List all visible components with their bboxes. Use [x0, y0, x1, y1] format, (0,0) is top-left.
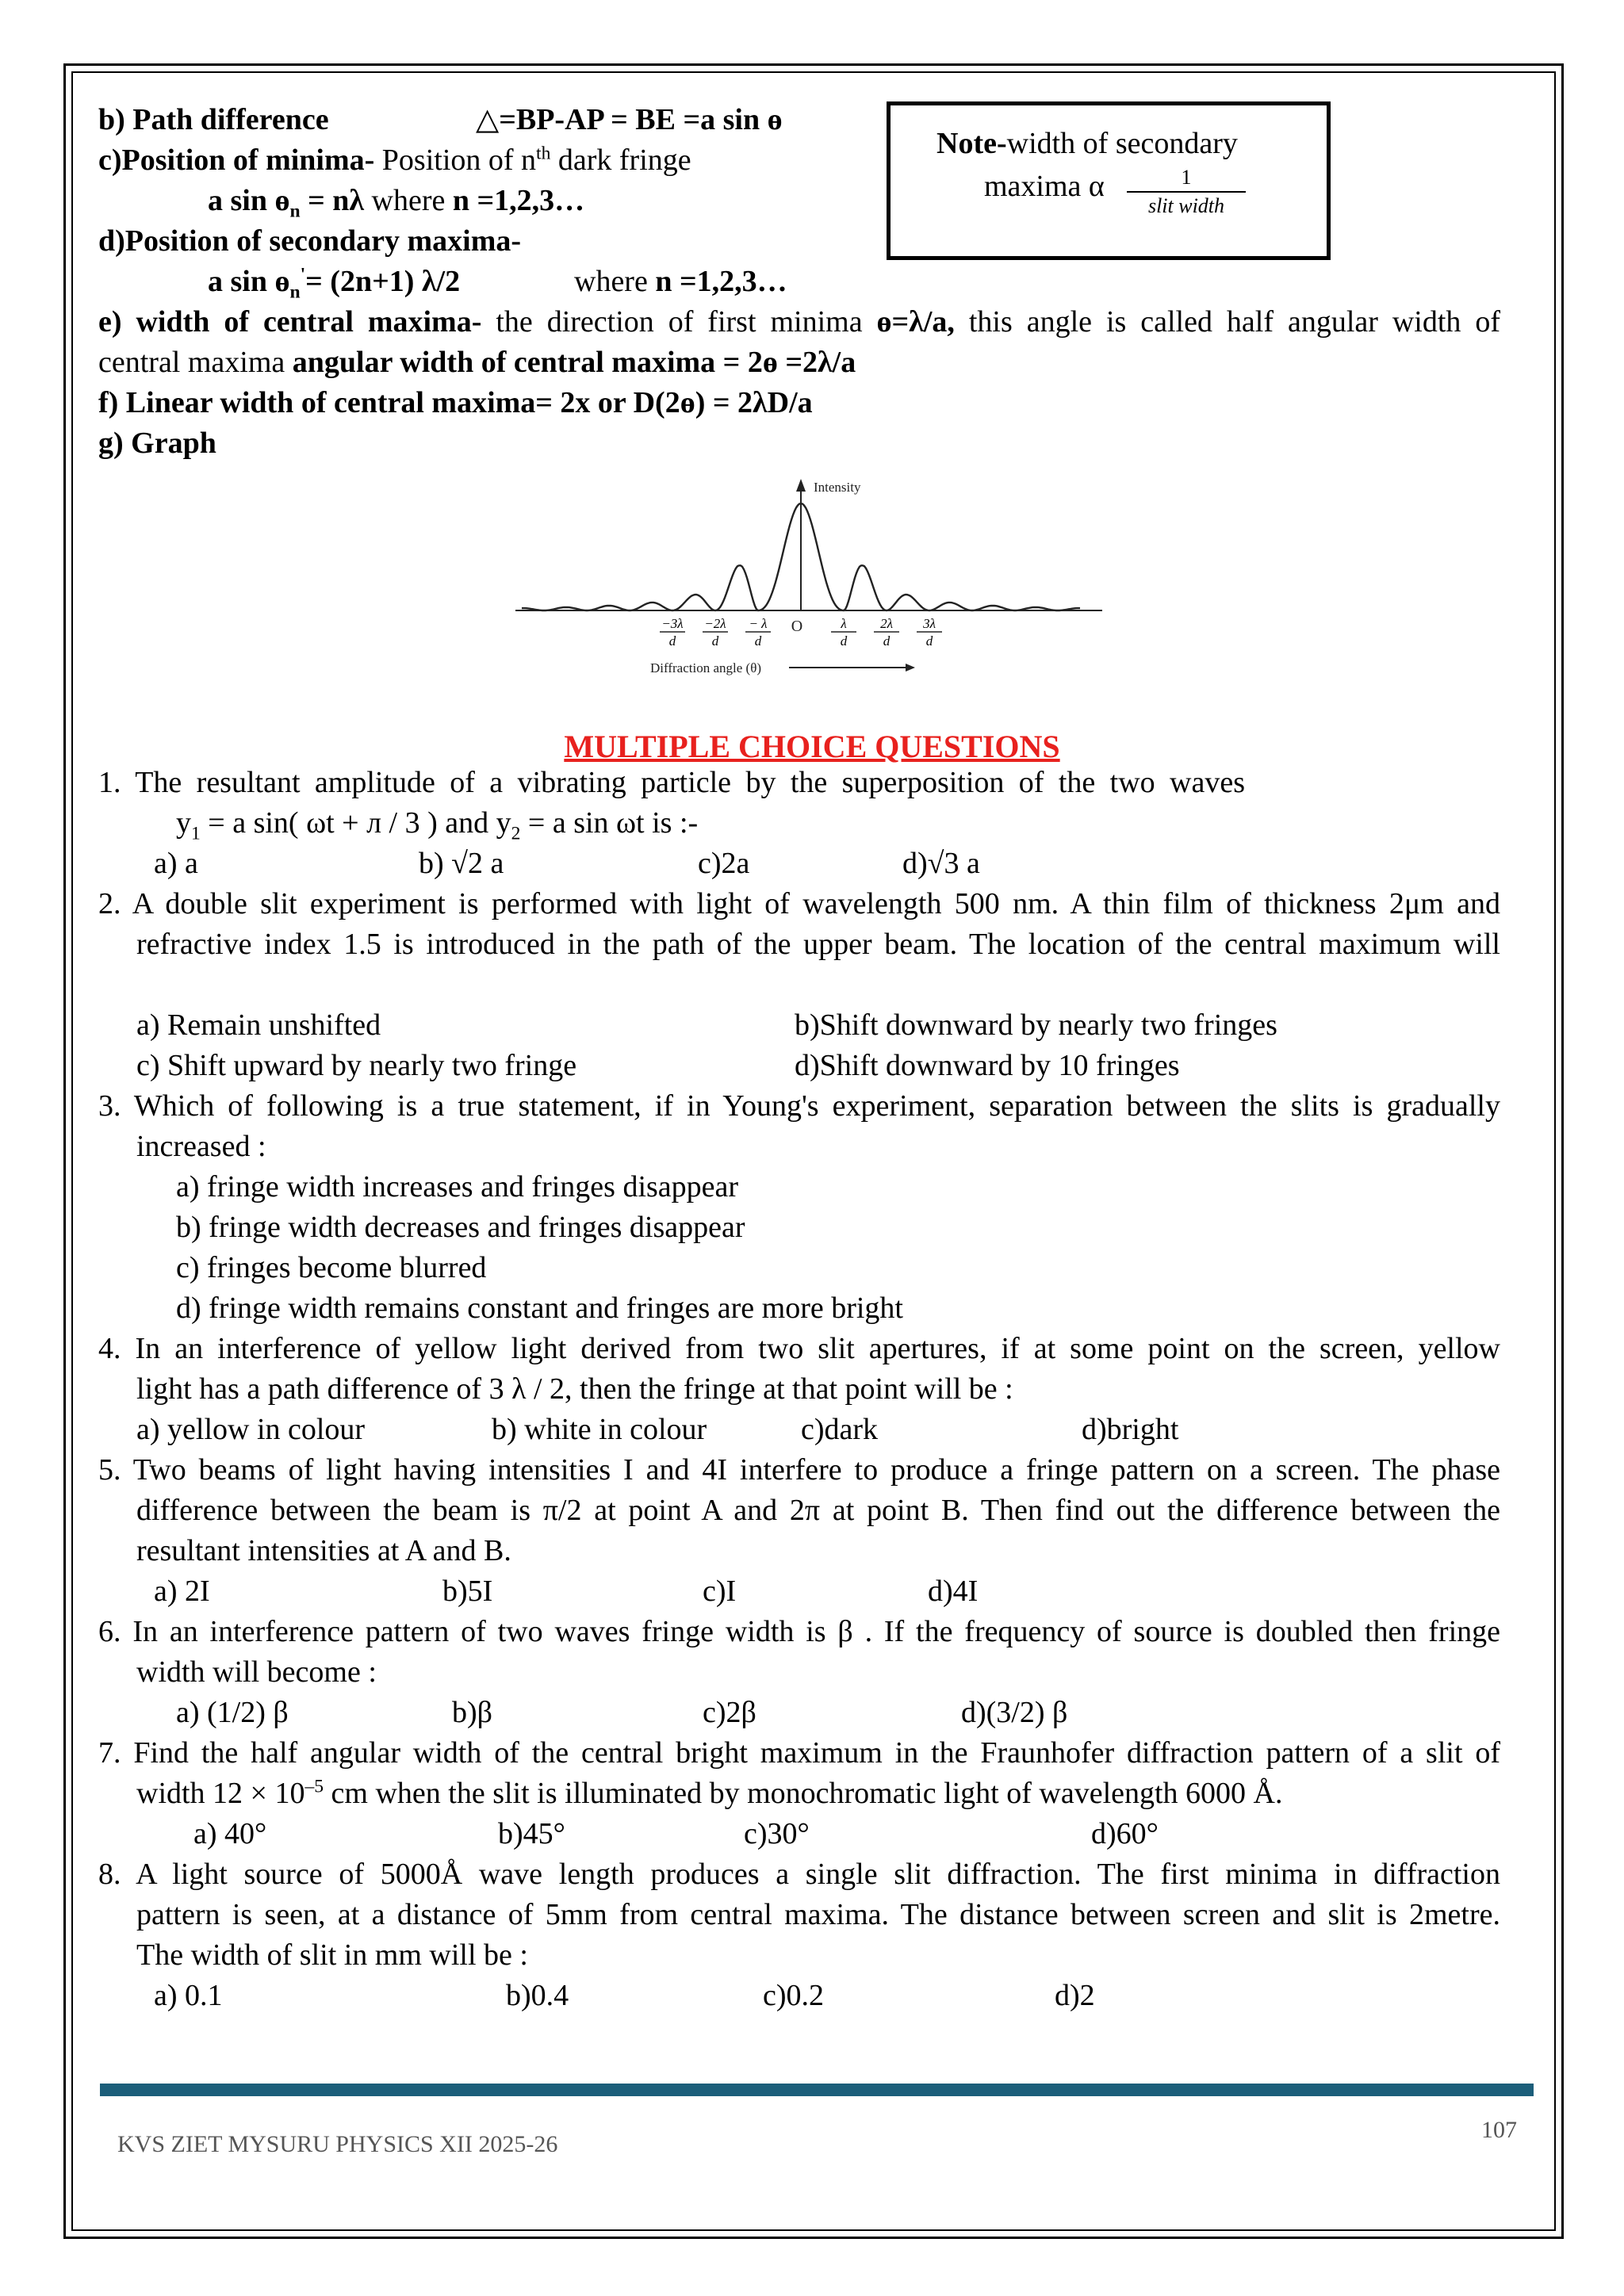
q1-line2: [176, 805, 699, 844]
q6-option-a[interactable]: a) (1/2) β: [176, 1696, 289, 1729]
path-difference-formula: △=BP-AP = BE =a sin ɵ: [476, 103, 783, 136]
note-line2: maxima α: [984, 170, 1105, 203]
central-width-text: the direction of first minima: [481, 305, 877, 339]
note-line1: [936, 126, 1238, 161]
q8-option-a[interactable]: a) 0.1: [154, 1979, 223, 2012]
minima-formula-post: = nλ: [300, 184, 365, 217]
q6-option-c[interactable]: c)2β: [703, 1696, 756, 1729]
graph-tick-denominator: d: [883, 633, 891, 649]
q2-option-c[interactable]: c) Shift upward by nearly two fringe: [136, 1049, 577, 1082]
q3-line1: 3. Which of following is a true statement, if in Young's experiment, separation between the slits is gradually: [98, 1089, 1500, 1123]
secondary-formula-sub: n: [289, 281, 301, 303]
q5-option-d[interactable]: d)4I: [928, 1575, 979, 1608]
q3-line2: increased :: [136, 1130, 266, 1163]
graph-label: g) Graph: [98, 427, 216, 460]
q3-option-c[interactable]: c) fringes become blurred: [176, 1251, 487, 1284]
q8-line3: The width of slit in mm will be :: [136, 1938, 528, 1972]
q1-option-c[interactable]: c)2a: [698, 847, 750, 880]
graph-tick-numerator: 3λ: [923, 616, 936, 631]
minima-formula-line: [208, 182, 585, 222]
q7-line2-a: width 12 × 10: [136, 1777, 305, 1810]
q7-option-c[interactable]: c)30°: [744, 1817, 810, 1850]
q8-option-d[interactable]: d)2: [1055, 1979, 1095, 2012]
secondary-formula-sup: ': [300, 264, 306, 285]
q1-option-d[interactable]: d)√3 a: [902, 847, 980, 880]
q4-option-a[interactable]: a) yellow in colour: [136, 1413, 366, 1446]
minima-where: where: [364, 184, 453, 217]
note-bold: Note-: [936, 127, 1007, 160]
minima-text-post: dark fringe: [550, 144, 691, 177]
minima-position-line: [98, 142, 691, 178]
page-number: 107: [1481, 2117, 1517, 2143]
q3-option-a[interactable]: a) fringe width increases and fringes disappear: [176, 1170, 739, 1203]
q2-line1: 2. A double slit experiment is performed with light of wavelength 500 nm. A thin film of thickness 2μm and: [98, 887, 1500, 920]
graph-y-arrow: [796, 479, 806, 492]
graph-tick-denominator: d: [711, 633, 719, 649]
q2-line2: refractive index 1.5 is introduced in the path of the upper beam. The location of the central maximum will: [136, 928, 1500, 961]
q2-option-d[interactable]: d)Shift downward by 10 fringes: [795, 1049, 1180, 1082]
graph-tick-denominator: d: [668, 633, 676, 649]
graph-x-label: Diffraction angle (θ): [650, 660, 761, 675]
minima-text-sup: th: [536, 143, 551, 164]
secondary-maxima-label: d)Position of secondary maxima-: [98, 224, 522, 258]
secondary-where-values: n =1,2,3…: [655, 265, 787, 298]
graph-tick-numerator: −3λ: [661, 616, 684, 631]
linear-width-line: f) Linear width of central maxima= 2x or D(2ɵ) = 2λD/a: [98, 386, 813, 419]
minima-formula-sub: n: [289, 201, 301, 222]
q6-line1: 6. In an interference pattern of two waves fringe width is β . If the frequency of source is doubled then fringe: [98, 1615, 1500, 1648]
graph-tick-denominator: d: [925, 633, 933, 649]
path-difference-label: b) Path difference: [98, 103, 329, 136]
note-fraction-bar: [1127, 191, 1246, 193]
secondary-where-line: [574, 263, 787, 300]
footer-text: KVS ZIET MYSURU PHYSICS XII 2025-26: [117, 2131, 558, 2157]
q5-line2: difference between the beam is π/2 at point A and 2π at point B. Then find out the difference between the: [136, 1494, 1500, 1527]
footer-bar: [100, 2084, 1534, 2096]
graph-y-label: Intensity: [814, 480, 861, 495]
minima-text: Position of n: [374, 144, 537, 177]
q2-option-b[interactable]: b)Shift downward by nearly two fringes: [795, 1008, 1277, 1042]
secondary-maxima-formula-line: [208, 263, 461, 303]
secondary-formula: a sin ɵ: [208, 265, 290, 298]
graph-x-arrow: [906, 664, 915, 672]
minima-formula: a sin ɵ: [208, 184, 290, 217]
graph-origin-label: O: [791, 618, 803, 635]
central-width-label: e) width of central maxima-: [98, 305, 482, 339]
graph-tick-numerator: λ: [841, 616, 847, 631]
q6-option-b[interactable]: b)β: [452, 1696, 492, 1729]
path-difference-line: [98, 101, 329, 138]
q7-line2-sup: –5: [304, 1776, 324, 1797]
q5-line1: 5. Two beams of light having intensities I and 4I interfere to produce a fringe pattern on a screen. The phase: [98, 1453, 1500, 1487]
q8-option-b[interactable]: b)0.4: [506, 1979, 569, 2012]
q8-line2: pattern is seen, at a distance of 5mm from central maxima. The distance between screen and slit is 2metre.: [136, 1898, 1500, 1931]
q6-option-d[interactable]: d)(3/2) β: [961, 1696, 1068, 1729]
graph-tick-denominator: d: [840, 633, 848, 649]
secondary-formula-post: = (2n+1) λ/2: [305, 265, 461, 298]
q7-line2-b: cm when the slit is illuminated by monochromatic light of wavelength 6000 Å.: [324, 1777, 1283, 1810]
central-width-text2: this angle is called half angular width of: [954, 305, 1501, 339]
angular-width-formula: angular width of central maxima = 2ɵ =2λ/a: [292, 346, 856, 379]
note-fraction: [1127, 166, 1246, 218]
secondary-where: where: [574, 265, 656, 298]
q3-option-b[interactable]: b) fringe width decreases and fringes disappear: [176, 1211, 745, 1244]
q6-line2: width will become :: [136, 1655, 377, 1689]
q5-option-a[interactable]: a) 2I: [154, 1575, 210, 1608]
minima-label: c)Position of minima-: [98, 144, 375, 177]
q4-option-b[interactable]: b) white in colour: [492, 1413, 707, 1446]
note-fraction-denominator: slit width: [1147, 194, 1225, 217]
q4-line1: 4. In an interference of yellow light derived from two slit apertures, if at some point on the screen, yellow: [98, 1332, 1500, 1365]
graph-tick-numerator: 2λ: [880, 616, 893, 631]
q4-option-d[interactable]: d)bright: [1082, 1413, 1179, 1446]
graph-tick-numerator: − λ: [749, 616, 768, 631]
q5-line3: resultant intensities at A and B.: [136, 1534, 511, 1567]
central-width-line2-text: central maxima: [98, 346, 293, 379]
central-width-angle: ɵ=λ/a,: [876, 305, 955, 339]
q1-y1-sub: 1: [191, 823, 201, 844]
q1-tail: = a sin ωt is :-: [520, 806, 699, 840]
graph-tick-numerator: −2λ: [704, 616, 726, 631]
q2-option-a[interactable]: a) Remain unshifted: [136, 1008, 381, 1042]
q7-option-a[interactable]: a) 40°: [193, 1817, 267, 1850]
q4-line2: light has a path difference of 3 λ / 2, then the fringe at that point will be :: [136, 1372, 1013, 1406]
note-box: [887, 101, 1331, 260]
q8-option-c[interactable]: c)0.2: [763, 1979, 825, 2012]
q4-option-c[interactable]: c)dark: [801, 1413, 879, 1446]
q3-option-d[interactable]: d) fringe width remains constant and fringes are more bright: [176, 1292, 903, 1325]
q7-line1: 7. Find the half angular width of the central bright maximum in the Fraunhofer diffraction pattern of a slit of: [98, 1736, 1500, 1770]
graph-tick-denominator: d: [754, 633, 762, 649]
q1-option-a[interactable]: a) a: [154, 847, 198, 880]
q5-option-c[interactable]: c)I: [703, 1575, 737, 1608]
note-fraction-numerator: 1: [1181, 166, 1192, 189]
diffraction-intensity-graph: [508, 468, 1110, 690]
minima-where-values: n =1,2,3…: [452, 184, 585, 217]
q1-y2-sub: 2: [511, 823, 521, 844]
central-width-line2: [98, 344, 856, 381]
note-text: width of secondary: [1006, 127, 1238, 160]
q1-option-b[interactable]: b) √2 a: [419, 847, 504, 880]
mcq-title: MULTIPLE CHOICE QUESTIONS: [564, 729, 1060, 764]
q5-option-b[interactable]: b)5I: [442, 1575, 493, 1608]
q1-y2: = a sin( ωt + л / 3 ) and y: [200, 806, 511, 840]
q7-option-d[interactable]: d)60°: [1091, 1817, 1159, 1850]
q7-option-b[interactable]: b)45°: [498, 1817, 565, 1850]
q7-line2: [136, 1775, 1283, 1812]
q1-y1: y: [176, 806, 191, 840]
central-width-line1: [98, 304, 1500, 340]
q1-line1: 1. The resultant amplitude of a vibrating particle by the superposition of the two waves: [98, 766, 1245, 799]
q8-line1: 8. A light source of 5000Å wave length produces a single slit diffraction. The first minima in diffraction: [98, 1858, 1500, 1891]
